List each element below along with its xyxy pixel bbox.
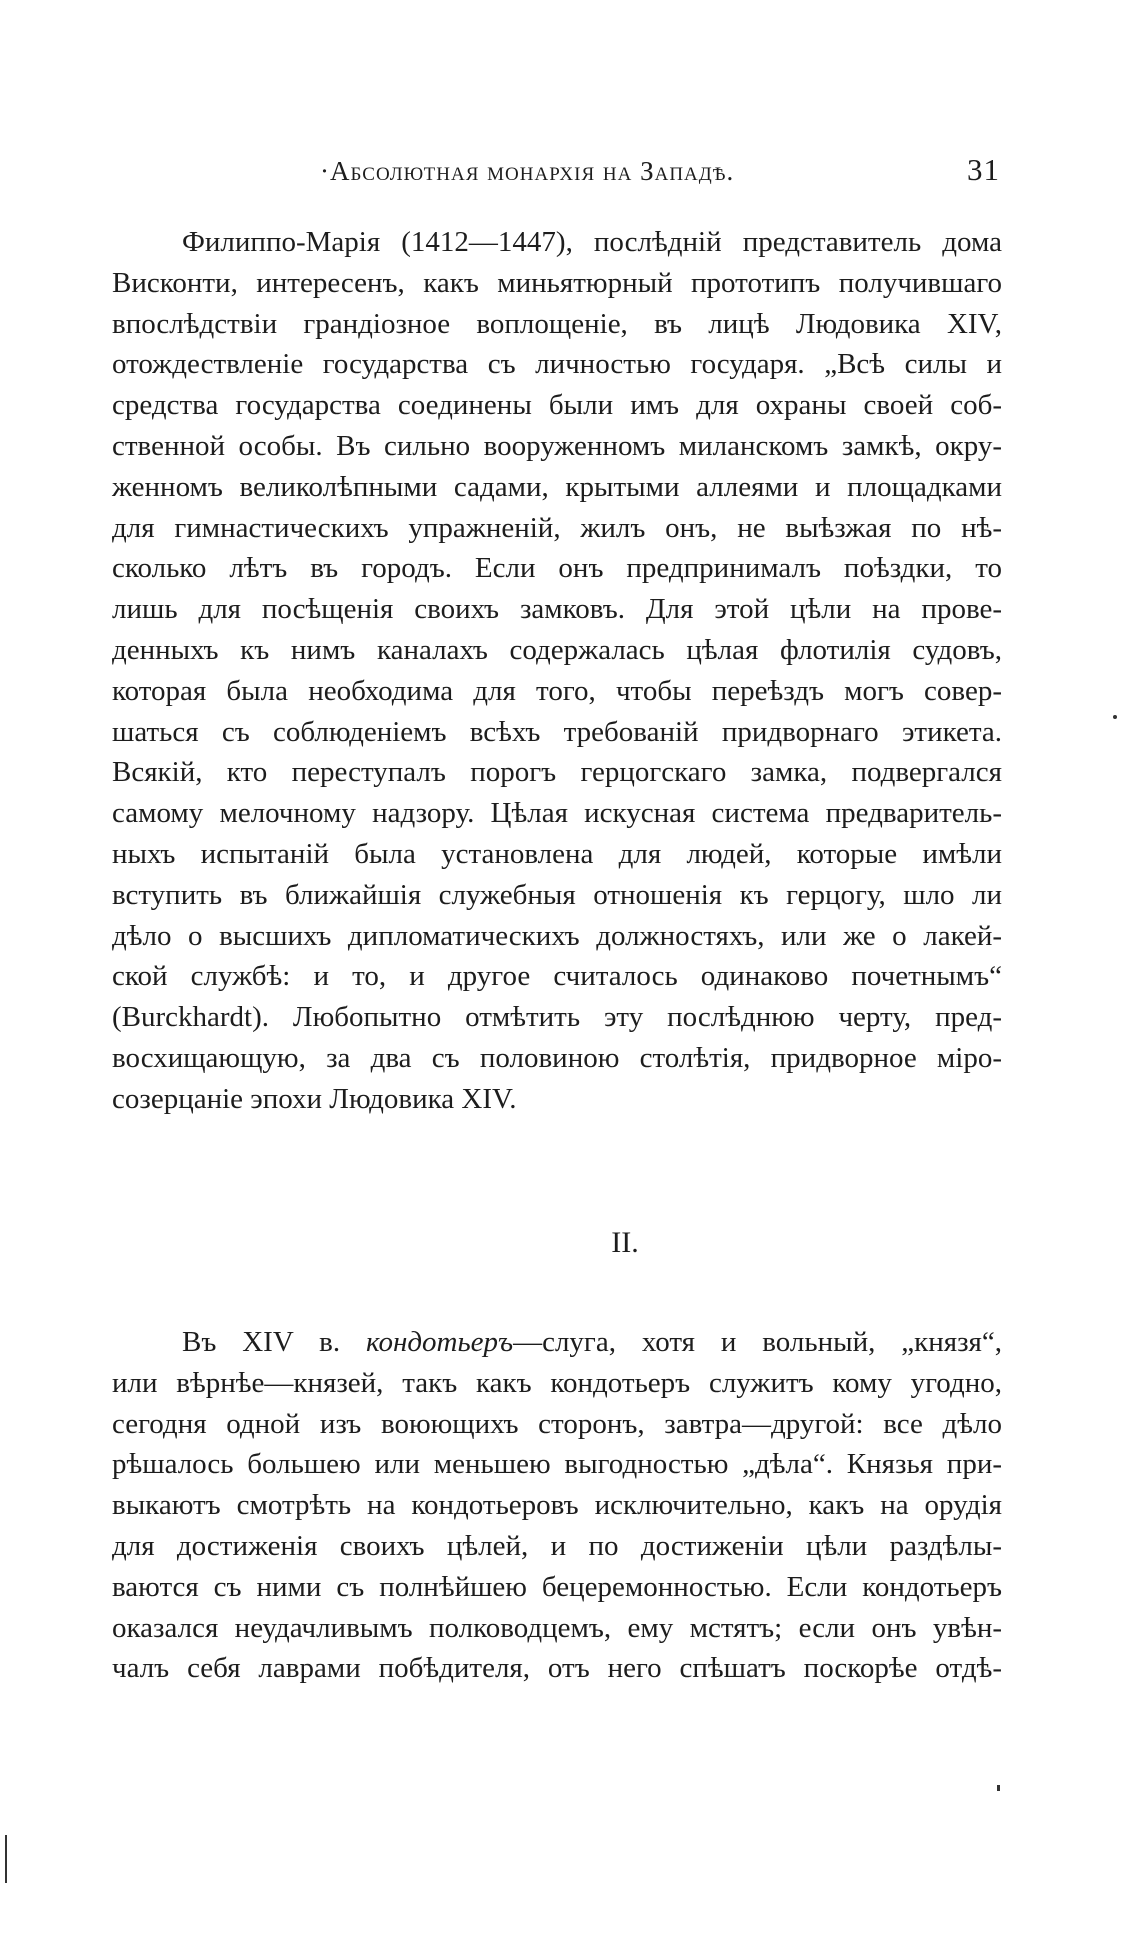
- margin-scan-mark: [5, 1835, 7, 1883]
- text-line: денныхъ къ нимъ каналахъ содержалась цѣлая флотилія судовъ,: [112, 633, 1002, 666]
- text-line: дѣло о высшихъ дипломатическихъ должностяхъ, или же о лакей-: [112, 919, 1002, 952]
- margin-scan-dot: [997, 1785, 1000, 1791]
- text-line: вступить въ ближайшія служебныя отношенія къ герцогу, шло ли: [112, 878, 1002, 911]
- text-line: ныхъ испытаній была установлена для людей, которые имѣли: [112, 837, 1002, 870]
- text-line: оказался неудачливымъ полководцемъ, ему мстятъ; если онъ увѣн-: [112, 1611, 1002, 1644]
- paragraph-filippo-maria: [112, 222, 1002, 1120]
- text-line: Висконти, интересенъ, какъ миньятюрный прототипъ получившаго: [112, 266, 1002, 299]
- emphasized-term: кондотьеръ: [365, 1326, 514, 1358]
- text-line: которая была необходима для того, чтобы переѣздъ могъ совер-: [112, 674, 1002, 707]
- text-line: созерцаніе эпохи Людовика XIV.: [112, 1082, 517, 1115]
- text-line: для достиженія своихъ цѣлей, и по достиженіи цѣли раздѣлы-: [112, 1529, 1002, 1562]
- text-line: выкаютъ смотрѣть на кондотьеровъ исключительно, какъ на орудія: [112, 1489, 1002, 1522]
- section-heading: II.: [611, 1226, 639, 1259]
- text-line: отождествленіе государства съ личностью государя. „Всѣ силы и: [112, 348, 1002, 381]
- paragraph-condottieri: [112, 1322, 1002, 1689]
- text-line: сколько лѣтъ въ городъ. Если онъ предпринималъ поѣздки, то: [112, 552, 1002, 585]
- text-line: (Burckhardt). Любопытно отмѣтить эту послѣднюю черту, пред-: [112, 1001, 1002, 1034]
- text-line: женномъ великолѣпными садами, крытыми аллеями и площадками: [112, 470, 1002, 503]
- text-line: сегодня одной изъ воюющихъ сторонъ, завтра—другой: все дѣло: [112, 1407, 1002, 1440]
- text-line: чалъ себя лаврами побѣдителя, отъ него спѣшатъ поскорѣе отдѣ-: [112, 1652, 1002, 1685]
- margin-scan-dot: [1113, 715, 1117, 719]
- text-line: или вѣрнѣе—князей, такъ какъ кондотьеръ служитъ кому угодно,: [112, 1366, 1002, 1399]
- text-line: ственной особы. Въ сильно вооруженномъ миланскомъ замкѣ, окру-: [112, 429, 1002, 462]
- page-number: 31: [967, 152, 1000, 187]
- text-line: Филиппо-Марія (1412—1447), послѣдній представитель дома: [182, 226, 1002, 258]
- text-run: Въ XIV в.: [182, 1326, 366, 1358]
- text-line-first: [112, 1322, 1002, 1363]
- text-line: для гимнастическихъ упражненій, жилъ онъ, не выѣзжая по нѣ-: [112, 511, 1002, 544]
- text-line: ваются съ ними съ полнѣйшею бецеремонностью. Если кондотьеръ: [112, 1570, 1002, 1603]
- page-header: [320, 148, 1000, 192]
- text-line: рѣшалось большею или меньшею выгодностью „дѣла“. Князья при-: [112, 1448, 1002, 1481]
- text-line: Всякій, кто переступалъ порогъ герцогскаго замка, подвергался: [112, 756, 1002, 789]
- text-line: впослѣдствіи грандіозное воплощеніе, въ лицѣ Людовика XIV,: [112, 307, 1002, 340]
- text-line: ской службѣ: и то, и другое считалось одинаково почетнымъ“: [112, 960, 1002, 993]
- text-line: шаться съ соблюденіемъ всѣхъ требованій придворнаго этикета.: [112, 715, 1002, 748]
- text-line: средства государства соединены были имъ для охраны своей соб-: [112, 389, 1002, 422]
- text-line: лишь для посѣщенія своихъ замковъ. Для этой цѣли на прове-: [112, 593, 1002, 626]
- text-run: —слуга, хотя и вольный, „князя“,: [513, 1326, 1002, 1358]
- running-title: ·Абсолютная монархія на Западѣ.: [320, 156, 735, 186]
- text-line: восхищающую, за два съ половиною столѣтія, придворное міро-: [112, 1041, 1002, 1074]
- text-line: самому мелочному надзору. Цѣлая искусная система предваритель-: [112, 797, 1002, 830]
